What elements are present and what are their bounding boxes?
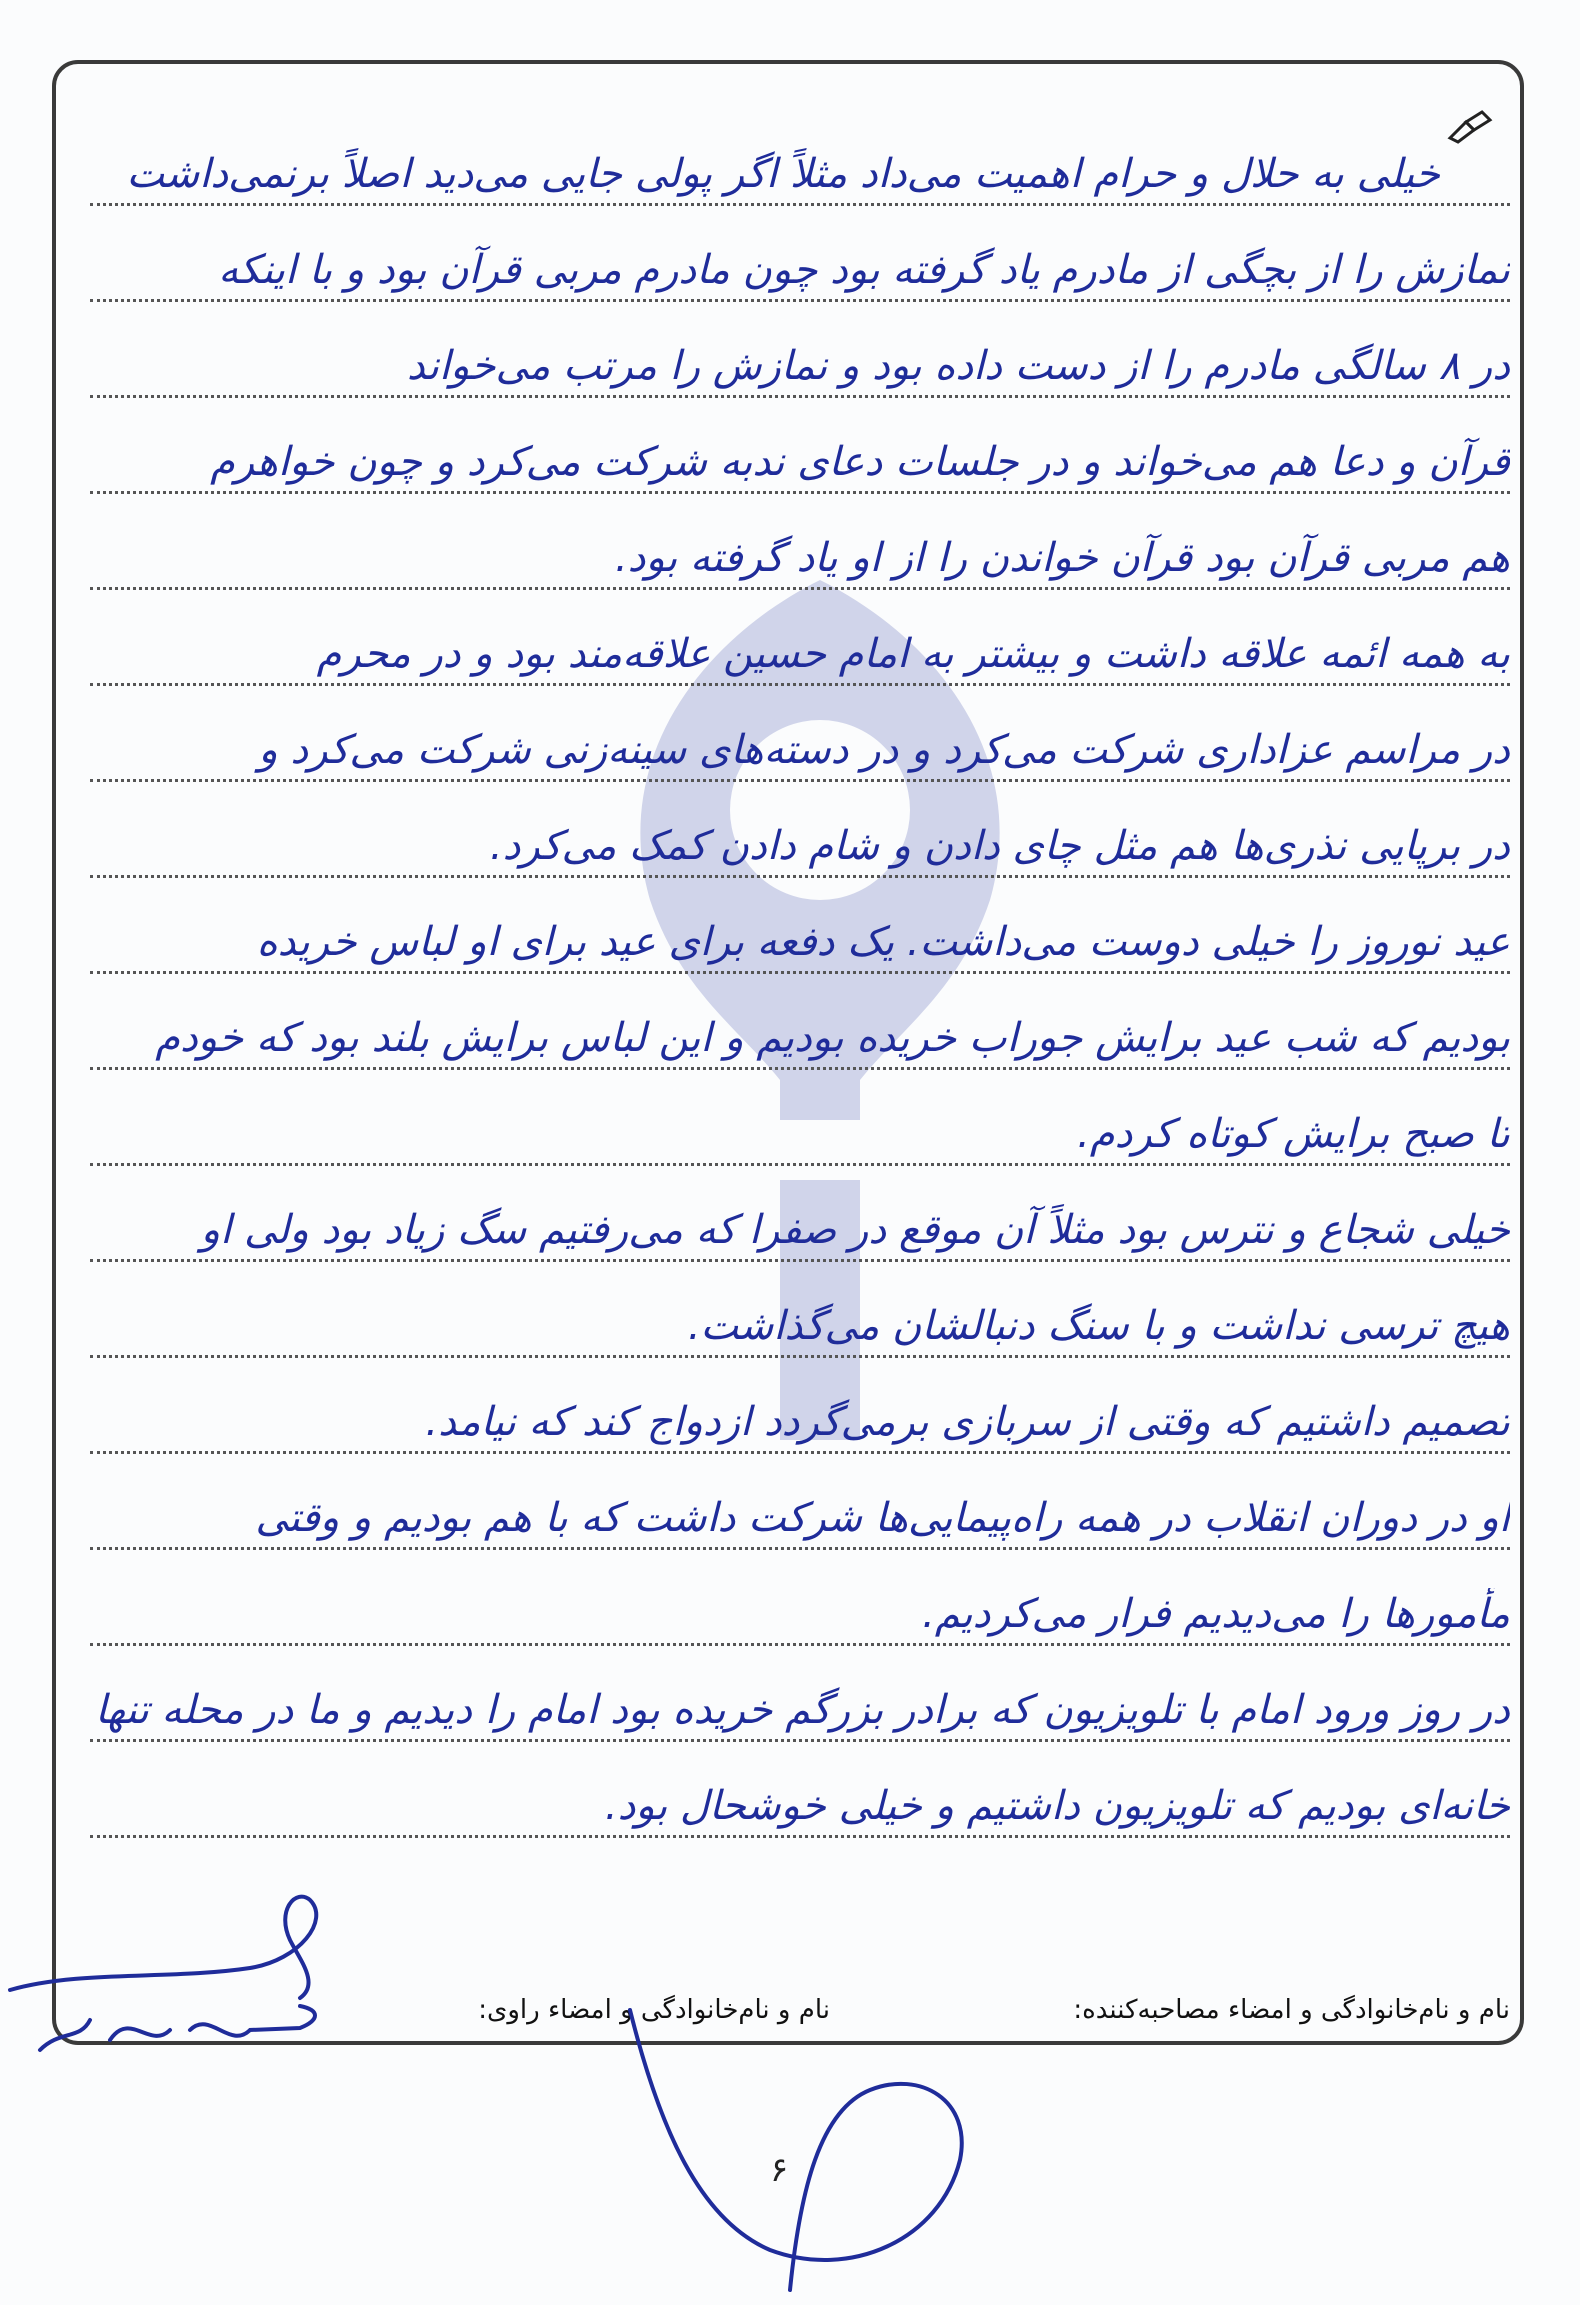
handwritten-line-text: در روز ورود امام با تلویزیون که برادر بزرگم خریده بود امام را دیدیم و ما در محله تنها (95, 1687, 1510, 1733)
narrator-signature-label: نام و نام‌خانوادگی و امضاء راوی: (478, 1995, 830, 2025)
text-line (90, 888, 1510, 984)
text-line (90, 696, 1510, 792)
text-line (90, 1176, 1510, 1272)
text-line (90, 504, 1510, 600)
handwritten-line-text: عید نوروز را خیلی دوست می‌داشت. یک دفعه برای عید برای او لباس خریده (256, 919, 1510, 965)
text-line (90, 600, 1510, 696)
handwritten-line-text: هم مربی قرآن بود قرآن خواندن را از او یاد گرفته بود. (614, 535, 1510, 581)
handwritten-line-text: بودیم که شب عید برایش جوراب خریده بودیم و این لباس برایش بلند بود که خودم (155, 1015, 1510, 1061)
dotted-rule (90, 971, 1510, 974)
handwritten-line-text: خیلی شجاع و نترس بود مثلاً آن موقع در صفرا که می‌رفتیم سگ زیاد بود ولی او (200, 1207, 1510, 1253)
interviewer-signature-label: نام و نام‌خانوادگی و امضاء مصاحبه‌کننده: (1073, 1995, 1510, 2025)
dotted-rule (90, 779, 1510, 782)
handwritten-line-text: مأمورها را می‌دیدیم فرار می‌کردیم. (922, 1591, 1510, 1637)
handwritten-line-text: به همه ائمه علاقه داشت و بیشتر به امام حسین علاقه‌مند بود و در محرم (316, 631, 1510, 677)
dotted-rule (90, 1547, 1510, 1550)
text-line (90, 216, 1510, 312)
dotted-rule (90, 1163, 1510, 1166)
interviewer-signature-loop-icon (620, 1990, 980, 2300)
dotted-rule (90, 875, 1510, 878)
text-line (90, 1560, 1510, 1656)
dotted-rule (90, 1355, 1510, 1358)
dotted-rule (90, 395, 1510, 398)
dotted-rule (90, 491, 1510, 494)
dotted-rule (90, 683, 1510, 686)
handwritten-line-text: تصمیم داشتیم که وقتی از سربازی برمی‌گردد ازدواج کند که نیامد. (425, 1399, 1510, 1445)
dotted-rule (90, 203, 1510, 206)
text-line (90, 120, 1510, 216)
handwritten-line-text: در مراسم عزاداری شرکت می‌کرد و در دسته‌های سینه‌زنی شرکت می‌کرد و (258, 727, 1510, 773)
handwritten-line-text: هیچ ترسی نداشت و با سنگ دنبالشان می‌گذاشت. (687, 1303, 1510, 1349)
narrator-signature-icon (0, 1880, 420, 2070)
text-line (90, 1080, 1510, 1176)
text-line (90, 312, 1510, 408)
text-line (90, 792, 1510, 888)
dotted-rule (90, 1835, 1510, 1838)
text-line (90, 408, 1510, 504)
handwritten-line-text: قرآن و دعا هم می‌خواند و در جلسات دعای ندبه شرکت می‌کرد و چون خواهرم (210, 439, 1510, 485)
dotted-rule (90, 1643, 1510, 1646)
text-line (90, 1272, 1510, 1368)
dotted-rule (90, 299, 1510, 302)
handwritten-line-text: تا صبح برایش کوتاه کردم. (1077, 1111, 1510, 1157)
handwritten-line-text: او در دوران انقلاب در همه راه‌پیمایی‌ها شرکت داشت که با هم بودیم و وقتی (255, 1495, 1510, 1541)
text-line (90, 1656, 1510, 1752)
dotted-rule (90, 1067, 1510, 1070)
text-line (90, 1464, 1510, 1560)
text-line (90, 1752, 1510, 1848)
page-number: ۶ (770, 2150, 789, 2190)
dotted-rule (90, 1451, 1510, 1454)
text-line (90, 1368, 1510, 1464)
text-line (90, 984, 1510, 1080)
handwritten-line-text: در برپایی نذری‌ها هم مثل چای دادن و شام دادن کمک می‌کرد. (489, 823, 1510, 869)
handwritten-line-text: در ۸ سالگی مادرم را از دست داده بود و نمازش را مرتب می‌خواند (406, 343, 1510, 389)
handwritten-line-text: خیلی به حلال و حرام اهمیت می‌داد مثلاً اگر پولی جایی می‌دید اصلاً برنمی‌داشت (126, 151, 1440, 197)
handwritten-line-text: نمازش را از بچگی از مادرم یاد گرفته بود چون مادرم مربی قرآن بود و با اینکه (218, 247, 1510, 293)
handwritten-line-text: خانه‌ای بودیم که تلویزیون داشتیم و خیلی خوشحال بود. (604, 1783, 1510, 1829)
dotted-rule (90, 587, 1510, 590)
dotted-rule (90, 1739, 1510, 1742)
dotted-rule (90, 1259, 1510, 1262)
